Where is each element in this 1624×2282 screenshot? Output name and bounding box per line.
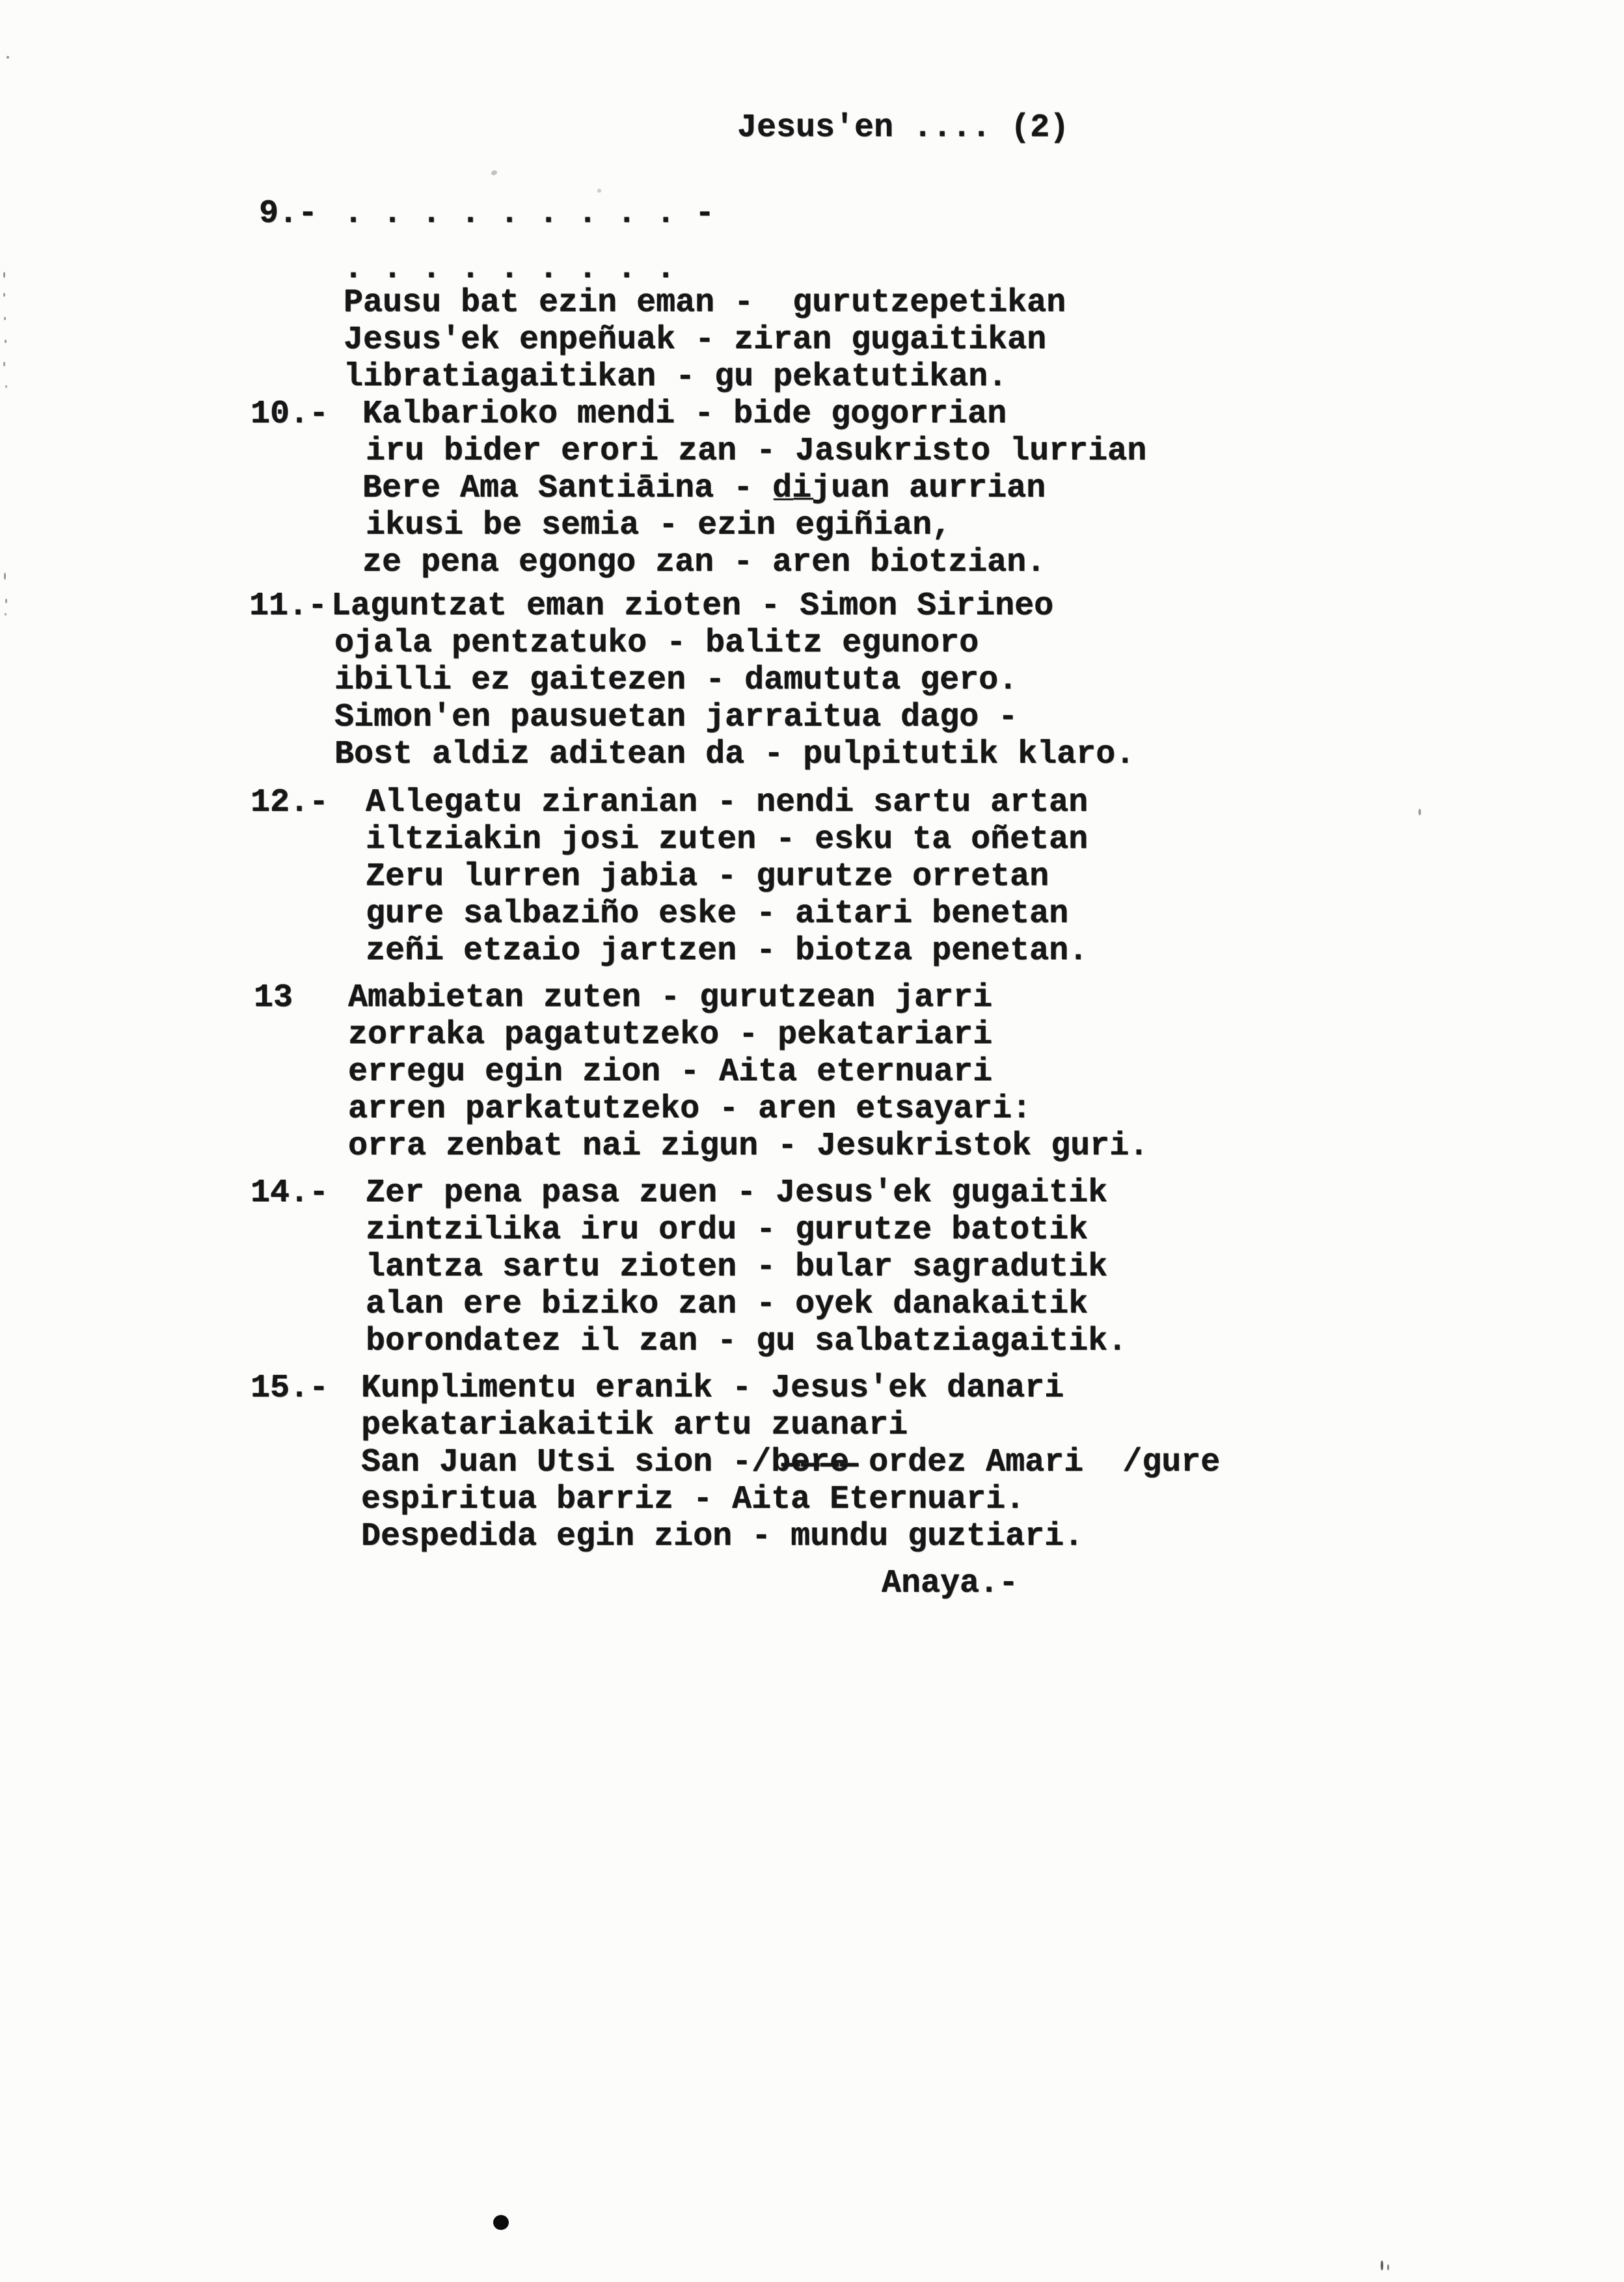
verse-line: lantza sartu zioten - bular sagradutik [366, 1249, 1108, 1286]
verse-line: alan ere biziko zan - oyek danakaitik [366, 1286, 1089, 1323]
ink-speck [4, 317, 6, 320]
verse-line: zintzilika iru ordu - gurutze batotik [366, 1212, 1089, 1249]
verse-number: 12.- [250, 784, 329, 821]
verse-line: libratiagaitikan - gu pekatutikan. [344, 359, 1008, 396]
bullet-mark [493, 2215, 509, 2230]
ink-speck [5, 599, 7, 603]
ink-speck [1387, 2264, 1389, 2270]
verse-line: . . . . . . . . . - [344, 195, 715, 232]
verse-line: Allegatu ziranian - nendi sartu artan [366, 784, 1089, 821]
ink-speck [5, 385, 7, 388]
signature: Anaya.- [882, 1565, 1019, 1602]
verse-line: Pausu bat ezin eman - gurutzepetikan [344, 284, 1066, 321]
verse-line: Zer pena pasa zuen - Jesus'ek gugaitik [366, 1175, 1108, 1212]
verse-line: ojala pentzatuko - balitz egunoro [334, 625, 979, 662]
ink-speck [3, 272, 5, 278]
verse-line: Laguntzat eman zioten - Simon Sirineo [331, 588, 1054, 625]
verse-line: Bere Ama Santiāina - d̲i̲juan aurrian [362, 470, 1046, 507]
verse-line: arren parkatutzeko - aren etsayari: [348, 1091, 1032, 1128]
ink-speck [597, 189, 601, 193]
verse-number: 14.- [250, 1175, 329, 1212]
ink-speck [3, 362, 5, 366]
verse-line: San Juan Utsi sion -/b̶e̶r̶e̶ ordez Amari /gure [361, 1444, 1221, 1481]
verse-number: 10.- [250, 396, 329, 433]
ink-speck [4, 573, 6, 580]
ink-speck [5, 613, 7, 616]
verse-line: pekatariakaitik artu zuanari [361, 1407, 908, 1444]
verse-line: Kunplimentu eranik - Jesus'ek danari [361, 1370, 1064, 1407]
ink-speck [1418, 809, 1421, 815]
ink-speck [491, 170, 498, 176]
ink-speck [1381, 2261, 1383, 2270]
page-title: Jesus'en .... (2) [737, 109, 1070, 146]
ink-speck [5, 340, 7, 343]
verse-line: . . . . . . . . . [344, 251, 676, 288]
verse-line: espiritua barriz - Aita Eternuari. [361, 1481, 1025, 1518]
verse-line: erregu egin zion - Aita eternuari [348, 1053, 993, 1091]
verse-number: 13 [254, 979, 293, 1016]
verse-line: Simon'en pausuetan jarraitua dago - [334, 699, 1018, 736]
verse-line: orra zenbat nai zigun - Jesukristok guri. [348, 1128, 1149, 1165]
verse-line: Amabietan zuten - gurutzean jarri [348, 979, 993, 1016]
verse-line: gure salbaziño eske - aitari benetan [366, 895, 1069, 932]
ink-speck [3, 293, 5, 297]
verse-line: zorraka pagatutzeko - pekatariari [348, 1016, 993, 1053]
verse-line: iltziakin josi zuten - esku ta oñetan [366, 821, 1089, 858]
verse-line: Zeru lurren jabia - gurutze orretan [366, 858, 1049, 895]
verse-number: 11.- [249, 588, 328, 625]
verse-number: 15.- [250, 1370, 329, 1407]
verse-line: Kalbarioko mendi - bide gogorrian [362, 396, 1007, 433]
verse-line: borondatez il zan - gu salbatziagaitik. [366, 1323, 1128, 1360]
verse-line: Despedida egin zion - mundu guztiari. [361, 1518, 1084, 1555]
verse-line: ikusi be semia - ezin egiñian, [366, 507, 952, 544]
verse-line: iru bider erori zan - Jasukristo lurrian [366, 433, 1147, 470]
ink-speck [7, 56, 9, 59]
verse-line: Jesus'ek enpeñuak - ziran gugaitikan [344, 321, 1047, 359]
verse-line: ibilli ez gaitezen - damututa gero. [334, 662, 1018, 699]
verse-line: Bost aldiz aditean da - pulpitutik klaro. [334, 736, 1135, 773]
verse-line: zeñi etzaio jartzen - biotza penetan. [366, 932, 1089, 970]
verse-number: 9.- [259, 195, 318, 232]
verse-line: ze pena egongo zan - aren biotzian. [362, 544, 1046, 581]
